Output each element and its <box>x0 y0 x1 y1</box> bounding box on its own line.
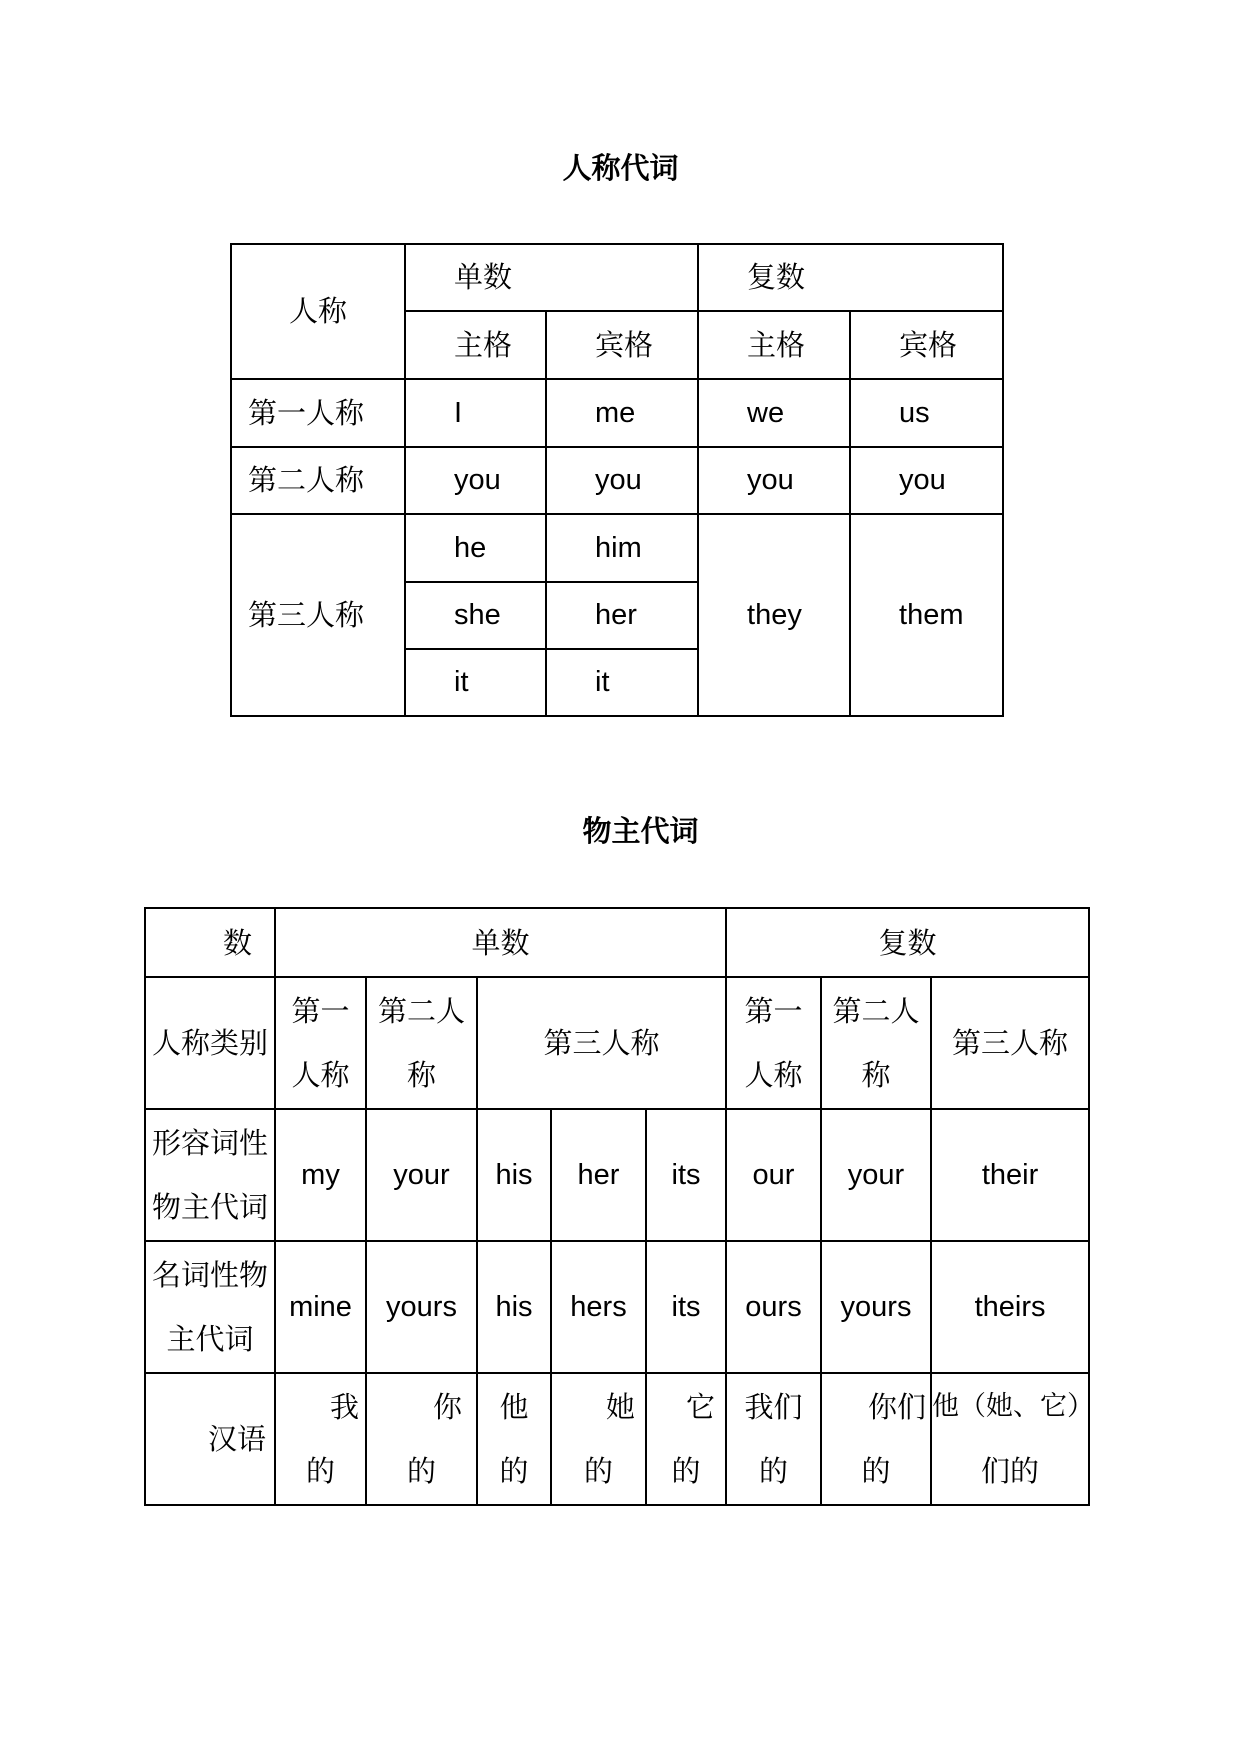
header-plural: 复数 <box>698 244 1003 311</box>
table-row <box>231 379 1003 447</box>
cell: 我们 的 <box>726 1373 821 1505</box>
cell: 你们 的 <box>821 1373 931 1505</box>
row-label: 第二人称 <box>231 447 405 514</box>
cell: me <box>546 379 698 447</box>
cell: it <box>405 649 546 716</box>
cell: ours <box>726 1241 821 1373</box>
cell: yours <box>821 1241 931 1373</box>
cell: mine <box>275 1241 366 1373</box>
header-category: 人称类别 <box>145 977 275 1109</box>
cell: we <box>698 379 850 447</box>
cell: I <box>405 379 546 447</box>
cell: they <box>698 514 850 716</box>
table-row <box>231 514 1003 582</box>
cell: you <box>546 447 698 514</box>
header-number: 数 <box>145 908 275 977</box>
cell: your <box>366 1109 477 1241</box>
header-third-person-plural: 第三人称 <box>931 977 1089 1109</box>
row-label: 第一人称 <box>231 379 405 447</box>
cell: you <box>850 447 1003 514</box>
cell: he <box>405 514 546 582</box>
cell: theirs <box>931 1241 1089 1373</box>
title-possessive-pronouns: 物主代词 <box>582 814 699 848</box>
cell: hers <box>551 1241 646 1373</box>
header-plural: 复数 <box>726 908 1089 977</box>
header-person: 人称 <box>231 244 405 379</box>
cell: you <box>698 447 850 514</box>
header-third-person: 第三人称 <box>477 977 726 1109</box>
table-row <box>145 1241 1089 1373</box>
personal-pronoun-table <box>230 243 1004 717</box>
table-row <box>145 1373 1089 1505</box>
cell: us <box>850 379 1003 447</box>
header-plural-object: 宾格 <box>850 311 1003 379</box>
table-row <box>231 447 1003 514</box>
cell: its <box>646 1109 726 1241</box>
header-first-person-plural: 第一 人称 <box>726 977 821 1109</box>
cell: their <box>931 1109 1089 1241</box>
header-second-person: 第二人 称 <box>366 977 477 1109</box>
cell: my <box>275 1109 366 1241</box>
cell: our <box>726 1109 821 1241</box>
row-label: 汉语 <box>145 1373 275 1505</box>
cell: it <box>546 649 698 716</box>
row-label: 名词性物 主代词 <box>145 1241 275 1373</box>
cell: his <box>477 1241 551 1373</box>
header-plural-subject: 主格 <box>698 311 850 379</box>
cell: them <box>850 514 1003 716</box>
cell: 我 的 <box>275 1373 366 1505</box>
header-singular-subject: 主格 <box>405 311 546 379</box>
header-second-person-plural: 第二人 称 <box>821 977 931 1109</box>
table-row <box>145 1109 1089 1241</box>
cell: 你 的 <box>366 1373 477 1505</box>
cell: its <box>646 1241 726 1373</box>
row-label: 第三人称 <box>231 514 405 716</box>
cell: 它 的 <box>646 1373 726 1505</box>
cell: his <box>477 1109 551 1241</box>
header-singular-object: 宾格 <box>546 311 698 379</box>
row-label: 形容词性 物主代词 <box>145 1109 275 1241</box>
cell: 他 的 <box>477 1373 551 1505</box>
cell: she <box>405 582 546 649</box>
cell: her <box>546 582 698 649</box>
title-personal-pronouns: 人称代词 <box>562 151 679 185</box>
header-singular: 单数 <box>405 244 698 311</box>
header-first-person: 第一 人称 <box>275 977 366 1109</box>
cell: your <box>821 1109 931 1241</box>
header-singular: 单数 <box>275 908 726 977</box>
cell: him <box>546 514 698 582</box>
cell: 她 的 <box>551 1373 646 1505</box>
cell: you <box>405 447 546 514</box>
cell: 他（她、它） 们的 <box>931 1373 1089 1505</box>
cell: yours <box>366 1241 477 1373</box>
possessive-pronoun-table <box>144 907 1095 1506</box>
cell: her <box>551 1109 646 1241</box>
